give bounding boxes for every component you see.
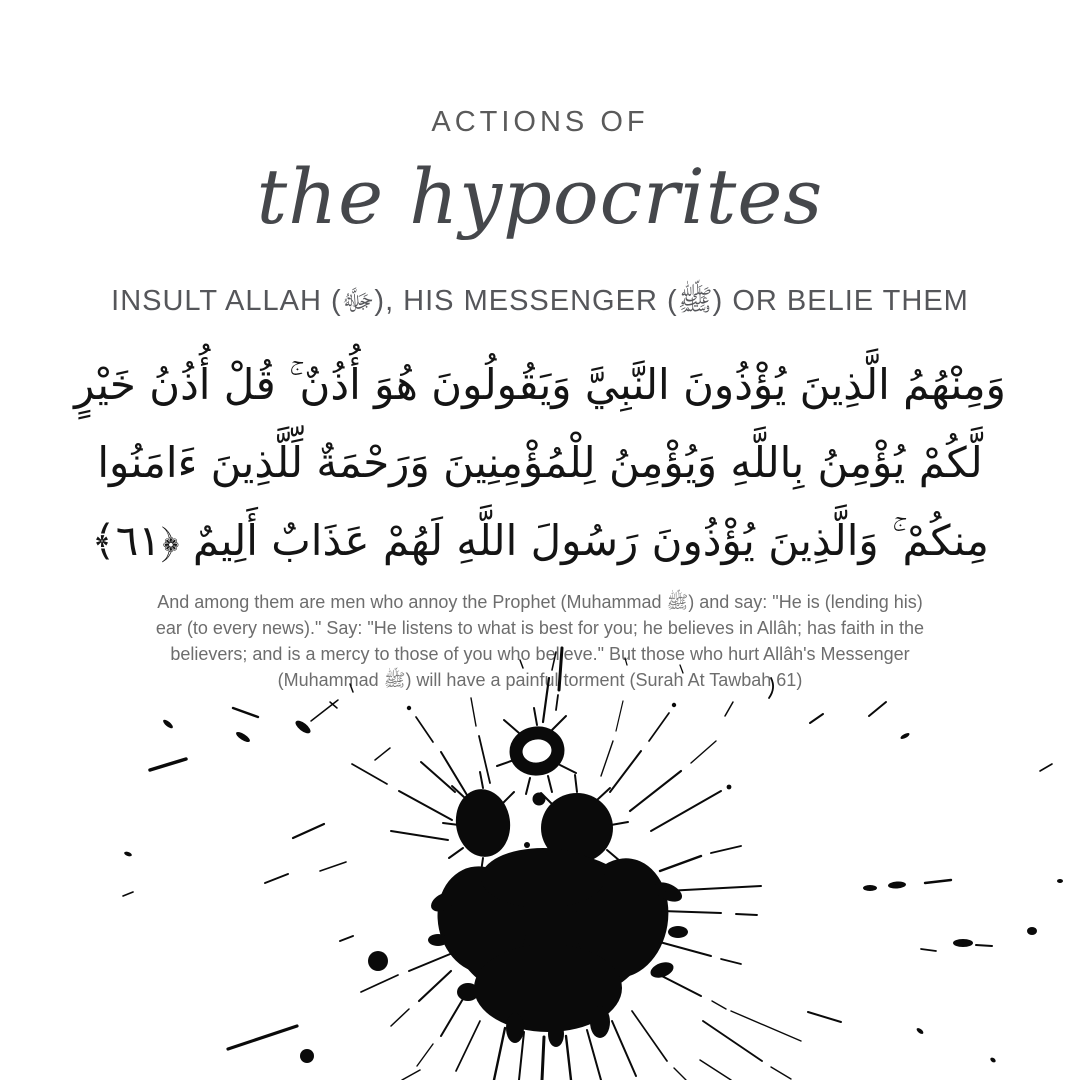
arabic-verse-line: لَّكُمْ يُؤْمِنُ بِاللَّهِ وَيُؤْمِنُ لِلْمُؤْمِنِينَ وَرَحْمَةٌ لِّلَّذِينَ ءَامَنُوا <box>97 438 983 487</box>
ink-splatter-graphic <box>0 640 1080 1080</box>
arabic-verse-line: وَمِنْهُمُ الَّذِينَ يُؤْذُونَ النَّبِيَّ وَيَقُولُونَ هُوَ أُذُنٌ ۚ قُلْ أُذُنُ خَيْرٍ <box>74 360 1006 409</box>
page-title: the hypocrites <box>256 152 824 241</box>
translation-line: (Muhammad ﷺ) will have a painful torment (Surah At Tawbah 61) <box>277 670 803 690</box>
arabic-verse-line: مِنكُمْ ۚ وَالَّذِينَ يُؤْذُونَ رَسُولَ اللَّهِ لَهُمْ عَذَابٌ أَلِيمٌ ﴿٦١﴾ <box>91 516 989 565</box>
translation-line: And among them are men who annoy the Prophet (Muhammad ﷺ) and say: "He is (lending his) <box>157 592 923 612</box>
subtitle-text: INSULT ALLAH (ﷻ), HIS MESSENGER (ﷺ) OR BELIE THEM <box>111 285 969 317</box>
translation-line: believers; and is a mercy to those of you who believe." But those who hurt Allâh's Messenger <box>170 644 910 664</box>
arabic-verse <box>0 346 1080 580</box>
translation-line: ear (to every news)." Say: "He listens to what is best for you; he believes in Allâh; has faith in the <box>155 618 925 638</box>
kicker-text: ACTIONS OF <box>431 106 649 138</box>
verse-translation <box>0 589 1080 693</box>
